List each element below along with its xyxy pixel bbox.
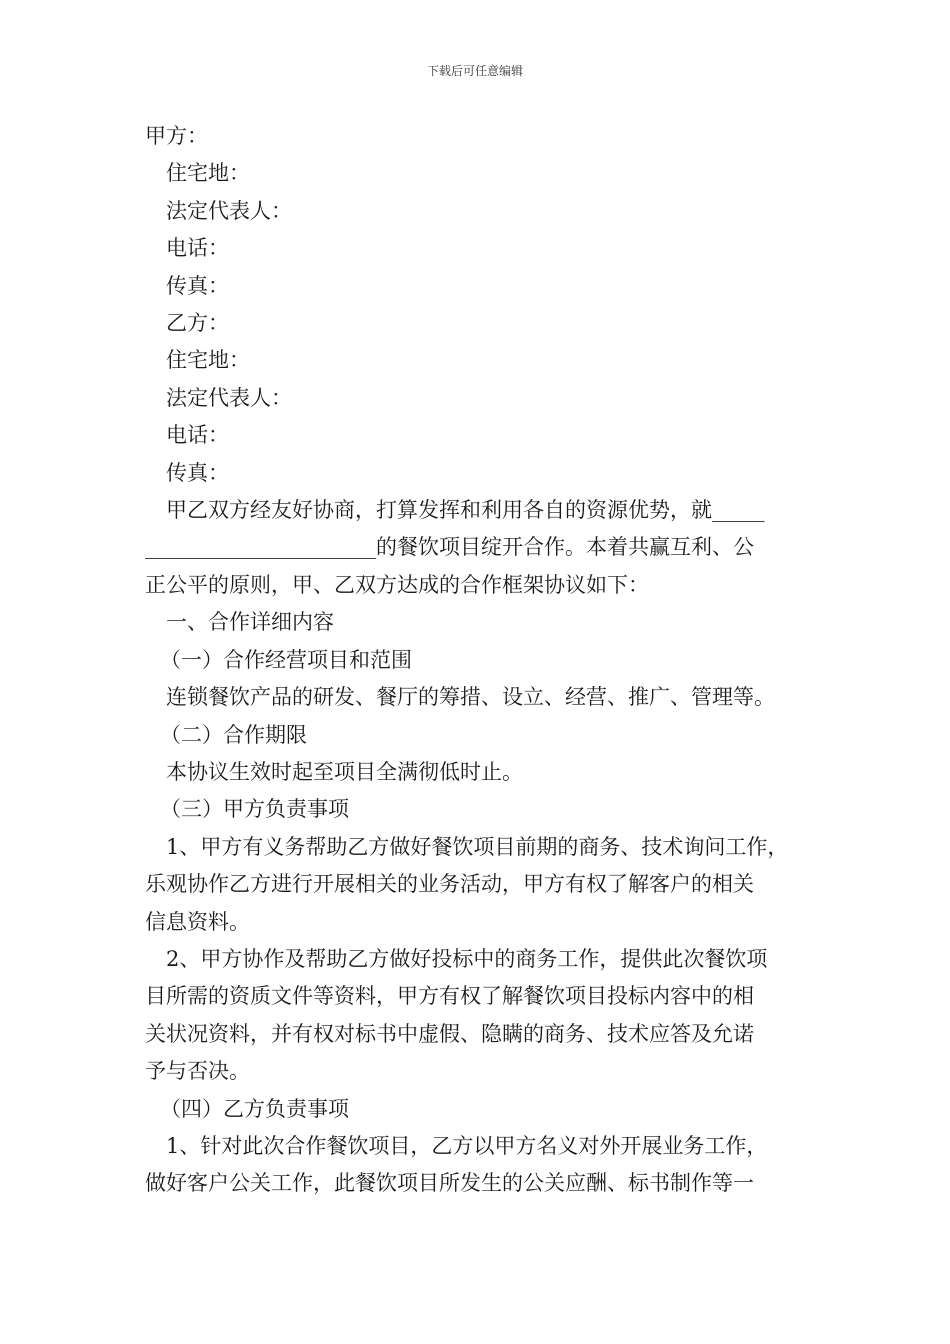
contract-body <box>145 118 810 1203</box>
paragraph-line: 连锁餐饮产品的研发、餐厅的筹措、设立、经营、推广、管理等。 <box>166 685 775 710</box>
paragraph-line: 1、甲方有义务帮助乙方做好餐饮项目前期的商务、技术询问工作， <box>166 834 789 859</box>
party-b-legal-rep: 法定代表人： <box>166 385 292 410</box>
party-a-phone: 电话： <box>166 236 229 261</box>
party-b-fax: 传真： <box>166 460 229 485</box>
intro-paragraph-line: 甲乙双方经友好协商，打算发挥和利用各自的资源优势，就_____ <box>166 498 765 523</box>
party-b-label: 乙方： <box>166 311 229 336</box>
paragraph-line: 关状况资料，并有权对标书中虚假、隐瞒的商务、技术应答及允诺 <box>145 1021 754 1046</box>
party-b-address: 住宅地： <box>166 348 250 373</box>
section-heading: 一、合作详细内容 <box>166 610 334 635</box>
subsection-heading: （三）甲方负责事项 <box>160 797 349 822</box>
page-header: 下载后可任意编辑 <box>426 64 523 78</box>
paragraph-line: 本协议生效时起至项目全满彻低时止。 <box>166 759 523 784</box>
party-b-phone: 电话： <box>166 423 229 448</box>
paragraph-line: 信息资料。 <box>145 909 250 934</box>
party-a-fax: 传真： <box>166 273 229 298</box>
intro-paragraph-line: ______________________的餐饮项目绽开合作。本着共赢互利、公 <box>145 535 754 560</box>
paragraph-line: 予与否决。 <box>145 1059 250 1084</box>
paragraph-line: 1、针对此次合作餐饮项目，乙方以甲方名义对外开展业务工作， <box>166 1133 768 1158</box>
subsection-heading: （四）乙方负责事项 <box>160 1096 349 1121</box>
paragraph-line: 2、甲方协作及帮助乙方做好投标中的商务工作，提供此次餐饮项 <box>166 946 768 971</box>
paragraph-line: 做好客户公关工作，此餐饮项目所发生的公关应酬、标书制作等一 <box>145 1171 754 1196</box>
subsection-heading: （一）合作经营项目和范围 <box>160 647 412 672</box>
party-a-label: 甲方： <box>145 124 208 148</box>
intro-paragraph-line: 正公平的原则，甲、乙双方达成的合作框架协议如下： <box>145 572 649 597</box>
paragraph-line: 目所需的资质文件等资料，甲方有权了解餐饮项目投标内容中的相 <box>145 984 754 1009</box>
paragraph-line: 乐观协作乙方进行开展相关的业务活动，甲方有权了解客户的相关 <box>145 872 754 897</box>
subsection-heading: （二）合作期限 <box>160 722 307 747</box>
party-a-address: 住宅地： <box>166 161 250 186</box>
party-a-legal-rep: 法定代表人： <box>166 198 292 223</box>
